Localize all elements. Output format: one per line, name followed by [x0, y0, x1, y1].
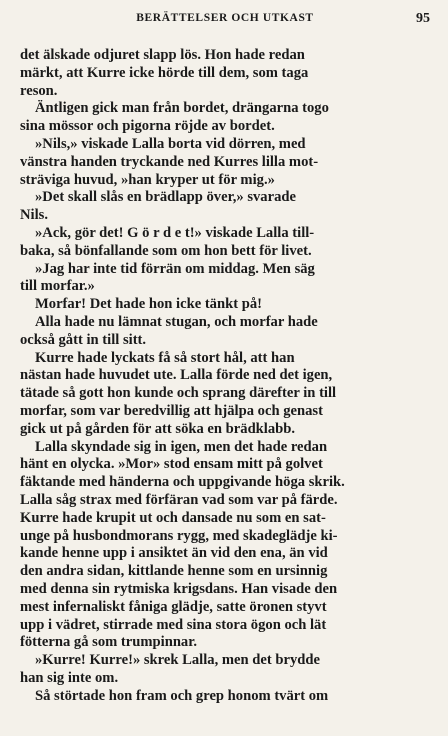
text-line: Lalla såg strax med förfäran vad som var på färde.	[20, 491, 338, 508]
text-line: Kurre hade krupit ut och dansade nu som en sat-	[20, 509, 326, 526]
text-line: den andra sidan, kittlande henne som en ursinnig	[20, 563, 328, 580]
text-line: Kurre hade lyckats få så stort hål, att han	[35, 349, 295, 366]
text-line: »Det skall slås en brädlapp över,» svarade	[35, 189, 296, 206]
text-line: också gått in till sitt.	[20, 331, 147, 348]
text-line: »Ack, gör det! G ö r d e t!» viskade Lalla till-	[35, 224, 315, 241]
page-header	[20, 12, 430, 32]
text-line: Morfar! Det hade hon icke tänkt på!	[35, 296, 262, 313]
text-line: mest infernaliskt fåniga glädje, satte öronen styvt	[20, 598, 327, 615]
text-line: upp i vädret, stirrade med sina stora ögon och lät	[20, 616, 327, 633]
text-line: Nils.	[20, 207, 48, 224]
text-line: fötterna gå som trumpinnar.	[20, 634, 198, 651]
text-line: unge på husbondmorans rygg, med skadeglädje ki-	[20, 527, 338, 544]
text-line: fäktande med händerna och uppgivande höga skrik.	[20, 474, 345, 491]
text-line: »Nils,» viskade Lalla borta vid dörren, med	[35, 135, 306, 152]
running-head: BERÄTTELSER OCH UTKAST	[136, 12, 314, 24]
text-line: Äntligen gick man från bordet, drängarna togo	[35, 100, 329, 117]
text-line: med denna sin rytmiska krigsdans. Han visade den	[20, 580, 338, 597]
text-line: Lalla skyndade sig in igen, men det hade redan	[35, 438, 328, 455]
text-line: märkt, att Kurre icke hörde till dem, som taga	[20, 64, 309, 81]
text-line: morfar, som var beredvillig att hjälpa och genast	[20, 402, 323, 419]
text-line: han sig inte om.	[20, 669, 119, 686]
text-line: Så störtade hon fram och grep honom tvärt om	[35, 687, 329, 704]
text-line: sina mössor och pigorna röjde av bordet.	[20, 118, 275, 135]
text-line: det älskade odjuret slapp lös. Hon hade redan	[20, 47, 305, 63]
text-line: hänt en olycka. »Mor» stod ensam mitt på golvet	[20, 456, 323, 473]
text-line: »Kurre! Kurre!» skrek Lalla, men det brydde	[35, 652, 320, 669]
text-line: nästan hade huvudet ute. Lalla förde ned det igen,	[20, 367, 333, 384]
text-line: gick ut på gården för att söka en brädklabb.	[20, 420, 296, 437]
text-line: Alla hade nu lämnat stugan, och morfar hade	[35, 313, 318, 330]
text-line: vänstra handen tryckande ned Kurres lilla mot-	[20, 153, 319, 170]
text-line: tätade så gott hon kunde och sprang därefter in till	[20, 385, 337, 402]
text-line: »Jag har inte tid förrän om middag. Men säg	[35, 260, 315, 277]
text-line: till morfar.»	[20, 278, 95, 295]
text-line: reson.	[20, 82, 58, 99]
text-line: sträviga huvud, »han kryper ut för mig.»	[20, 171, 275, 188]
text-line: baka, så bönfallande som om hon bett för livet.	[20, 242, 312, 259]
text-line: kande henne upp i ansiktet än vid den ena, än vid	[20, 545, 328, 562]
page-number: 95	[416, 11, 430, 26]
body-text	[20, 47, 435, 705]
